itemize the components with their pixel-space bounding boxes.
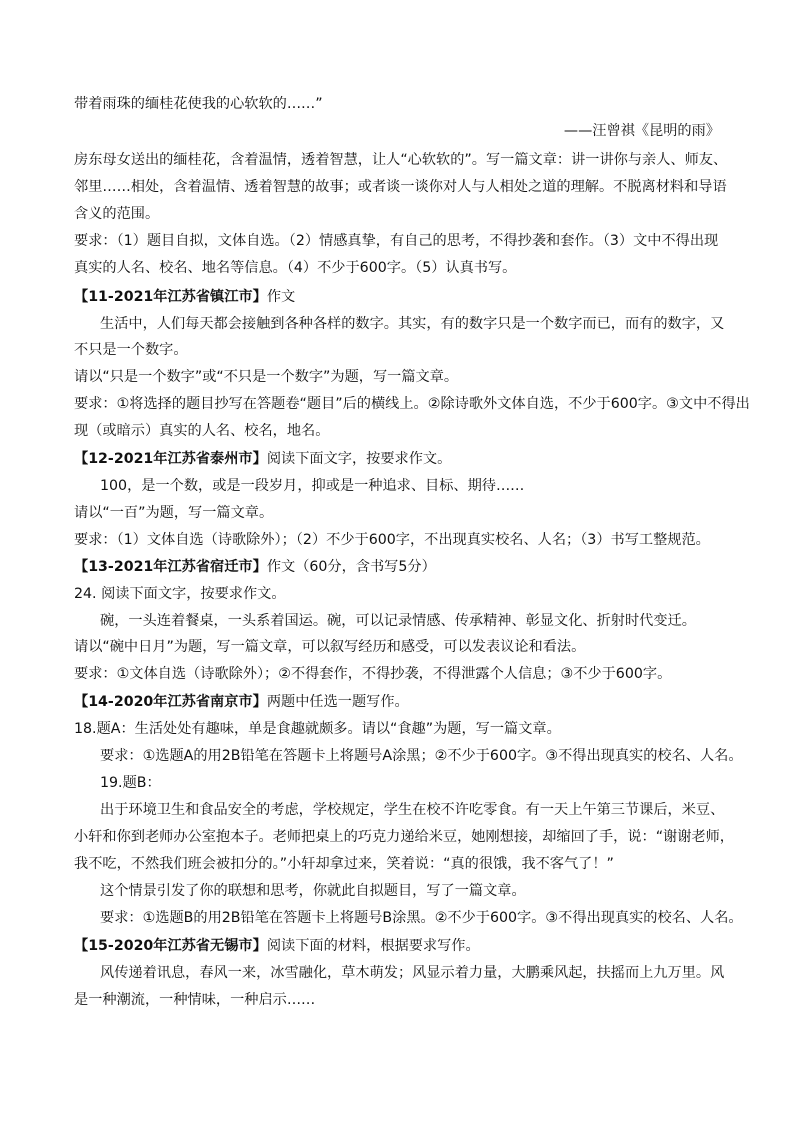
requirement-line: 要求：①文体自选（诗歌除外）；②不得套作，不得抄袭，不得泄露个人信息；③不少于600字。 [74, 666, 672, 682]
requirement-line: 现（或暗示）真实的人名、校名，地名。 [74, 423, 330, 439]
section-tag: 【11-2021年江苏省镇江市】 [74, 289, 267, 305]
section-heading-13 [74, 558, 724, 576]
text-line: 带着雨珠的缅桂花使我的心软软的……” [74, 96, 323, 112]
text-line: 这个情景引发了你的联想和思考，你就此自拟题目，写了一篇文章。 [100, 883, 526, 899]
text-line: 我不吃，不然我们班会被扣分的。”小轩却拿过来，笑着说：“真的很饿，我不客气了！” [74, 856, 614, 872]
section-heading-11 [74, 288, 724, 306]
section-tag: 【12-2021年江苏省泰州市】 [74, 451, 267, 467]
text-line: 是一种潮流，一种情味，一种启示…… [74, 992, 316, 1008]
prompt-line: 请以“碗中日月”为题，写一篇文章，可以叙写经历和感受，可以发表议论和看法。 [74, 639, 586, 655]
text-line: 含义的范围。 [74, 206, 160, 222]
section-instruction: 阅读下面的材料，根据要求写作。 [266, 938, 480, 954]
question-line: 18.题A：生活处处有趣味，单是食趣就颇多。请以“食趣”为题，写一篇文章。 [74, 721, 561, 737]
text-line: 小轩和你到老师办公室抱本子。老师把桌上的巧克力递给米豆，她刚想接，却缩回了手，说：“谢谢老师， [74, 829, 734, 845]
text-line: 不只是一个数字。 [74, 342, 188, 358]
requirement-line: 要求：①选题A的用2B铅笔在答题卡上将题号A涂黑；②不少于600字。③不得出现真实的校名、人名。 [100, 748, 743, 764]
text-line: 出于环境卫生和食品安全的考虑，学校规定，学生在校不许吃零食。有一天上午第三节课后，米豆、 [100, 802, 725, 818]
section-instruction: 阅读下面文字，按要求作文。 [266, 451, 452, 467]
text-line: 邻里……相处，含着温情、透着智慧的故事；或者谈一谈你对人与人相处之道的理解。不脱离材料和导语 [74, 179, 727, 195]
prompt-line: 请以“一百”为题，写一篇文章。 [74, 505, 274, 521]
section-heading-14 [74, 693, 724, 711]
prompt-line: 请以“只是一个数字”或“不只是一个数字”为题，写一篇文章。 [74, 369, 459, 385]
requirement-line: 要求：①选题B的用2B铅笔在答题卡上将题号B涂黑。②不少于600字。③不得出现真实的校名、人名。 [100, 910, 743, 926]
quote-attribution: ——汪曾祺《昆明的雨》 [563, 123, 720, 139]
section-heading-15 [74, 937, 724, 955]
text-line: 碗，一头连着餐桌，一头系着国运。碗，可以记录情感、传承精神、彰显文化、折射时代变迁。 [100, 613, 696, 629]
section-instruction: 作文 [266, 289, 296, 305]
section-tag: 【15-2020年江苏省无锡市】 [74, 938, 267, 954]
text-line: 生活中，人们每天都会接触到各种各样的数字。其实，有的数字只是一个数字而已，而有的数字，又 [100, 316, 725, 332]
section-heading-12 [74, 450, 724, 468]
text-line: 房东母女送出的缅桂花，含着温情，透着智慧，让人“心软软的”。写一篇文章：讲一讲你与亲人、师友、 [74, 152, 728, 168]
requirement-line: 要求：①将选择的题目抄写在答题卷“题目”后的横线上。②除诗歌外文体自选，不少于600字。③文中不得出 [74, 396, 750, 412]
requirement-line: 要求：（1）文体自选（诗歌除外）；（2）不少于600字，不出现真实校名、人名；（3）书写工整规范。 [74, 532, 710, 548]
section-tag: 【13-2021年江苏省宿迁市】 [74, 559, 267, 575]
text-line: 100，是一个数，或是一段岁月，抑或是一种追求、目标、期待…… [100, 478, 525, 494]
requirement-line: 要求：（1）题目自拟，文体自选。（2）情感真挚，有自己的思考，不得抄袭和套作。（3）文中不得出现 [74, 233, 719, 249]
question-line: 24. 阅读下面文字，按要求作文。 [74, 586, 286, 602]
section-instruction: 两题中任选一题写作。 [266, 694, 409, 710]
section-tag: 【14-2020年江苏省南京市】 [74, 694, 267, 710]
section-instruction: 作文（60分，含书写5分） [266, 559, 436, 575]
question-line: 19.题B： [100, 775, 161, 791]
requirement-line: 真实的人名、校名、地名等信息。（4）不少于600字。（5）认真书写。 [74, 260, 517, 276]
text-line: 风传递着讯息，春风一来，冰雪融化，草木萌发；风显示着力量，大鹏乘风起，扶摇而上九万里。风 [100, 965, 725, 981]
